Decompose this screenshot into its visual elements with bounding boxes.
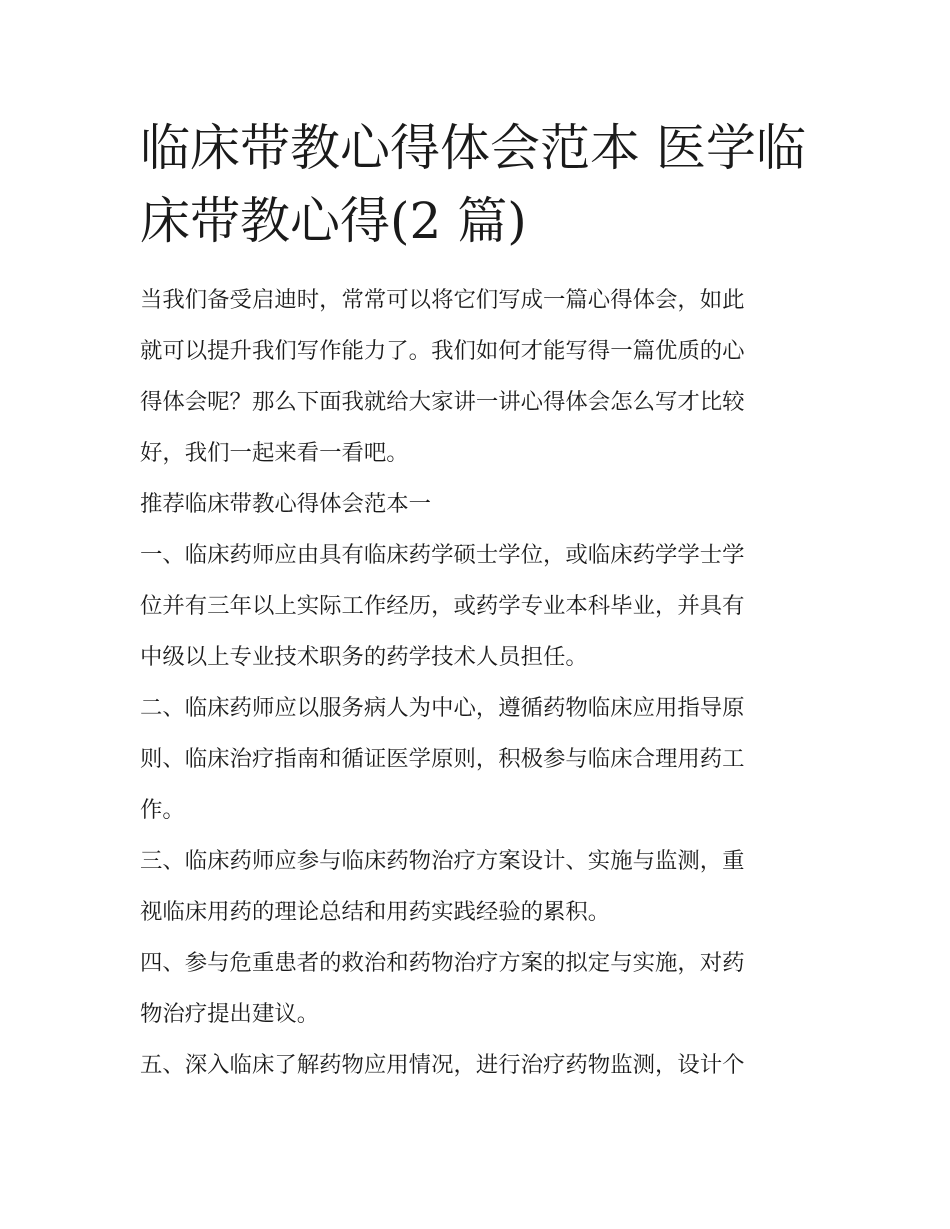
document-body <box>140 275 820 1091</box>
body-line: 二、临床药师应以服务病人为中心，遵循药物临床应用指导原 <box>140 695 745 721</box>
body-line: 作。 <box>140 797 185 823</box>
title-line-1: 临床带教心得体会范本 医学临 <box>140 119 806 177</box>
section-heading: 推荐临床带教心得体会范本一 <box>140 491 432 517</box>
body-line: 好，我们一起来看一看吧。 <box>140 440 409 466</box>
body-line: 四、参与危重患者的救治和药物治疗方案的拟定与实施，对药 <box>140 950 745 976</box>
body-line: 一、临床药师应由具有临床药学硕士学位，或临床药学学士学 <box>140 542 745 568</box>
document-title <box>140 112 820 258</box>
body-line: 当我们备受启迪时，常常可以将它们写成一篇心得体会，如此 <box>140 287 745 313</box>
title-line-2: 床带教心得(2 篇) <box>140 192 527 250</box>
body-line: 得体会呢？那么下面我就给大家讲一讲心得体会怎么写才比较 <box>140 389 745 415</box>
body-line: 中级以上专业技术职务的药学技术人员担任。 <box>140 644 588 670</box>
body-line: 视临床用药的理论总结和用药实践经验的累积。 <box>140 899 611 925</box>
body-line: 三、临床药师应参与临床药物治疗方案设计、实施与监测，重 <box>140 848 745 874</box>
body-line: 位并有三年以上实际工作经历，或药学专业本科毕业，并具有 <box>140 593 745 619</box>
body-line: 就可以提升我们写作能力了。我们如何才能写得一篇优质的心 <box>140 338 745 364</box>
body-line: 则、临床治疗指南和循证医学原则，积极参与临床合理用药工 <box>140 746 745 772</box>
body-line: 五、深入临床了解药物应用情况，进行治疗药物监测，设计个 <box>140 1052 745 1078</box>
body-line: 物治疗提出建议。 <box>140 1001 320 1027</box>
